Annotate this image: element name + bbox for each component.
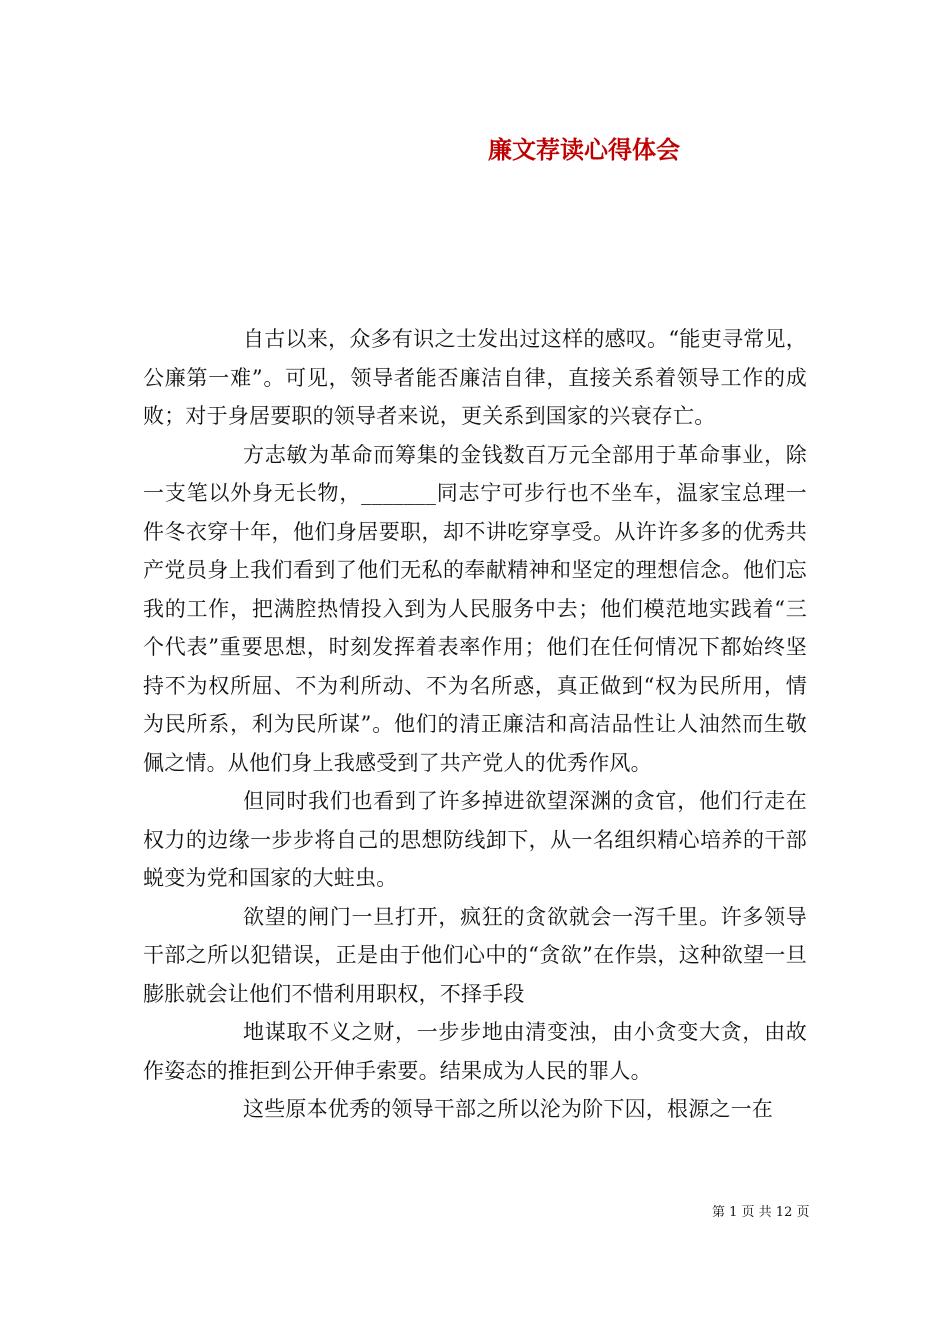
- paragraph-2: 方志敏为革命而筹集的金钱数百万元全部用于革命事业，除一支笔以外身无长物，_______同志宁可步行也不坐车，温家宝总理一件冬衣穿十年，他们身居要职，却不讲吃穿享受。从许许多多的优秀共产党员身上我们看到了他们无私的奉献精神和坚定的理想信念。他们忘我的工作，把满腔热情投入到为人民服务中去；他们模范地实践着“三个代表”重要思想，时刻发挥着表率作用；他们在任何情况下都始终坚持不为权所屈、不为利所动、不为名所惑，真正做到“权为民所用，情为民所系，利为民所谋”。他们的清正廉洁和高洁品性让人油然而生敬佩之情。从他们身上我感受到了共产党人的优秀作风。: [143, 442, 807, 775]
- page-number-footer: 第 1 页 共 12 页: [712, 1205, 810, 1220]
- paragraph-4: 欲望的闸门一旦打开，疯狂的贪欲就会一泻千里。许多领导干部之所以犯错误，正是由于他们心中的“贪欲”在作祟，这种欲望一旦膨胀就会让他们不惜利用职权，不择手段: [143, 904, 807, 1006]
- document-title: 廉文荐读心得体会: [488, 135, 680, 164]
- paragraph-5: 地谋取不义之财，一步步地由清变浊，由小贪变大贪，由故作姿态的推拒到公开伸手索要。结果成为人民的罪人。: [143, 1020, 807, 1083]
- paragraph-3: 但同时我们也看到了许多掉进欲望深渊的贪官，他们行走在权力的边缘一步步将自己的思想防线卸下，从一名组织精心培养的干部蜕变为党和国家的大蛀虫。: [143, 789, 807, 890]
- paragraph-1: 自古以来，众多有识之士发出过这样的感叹。“能吏寻常见，公廉第一难”。可见，领导者能否廉洁自律，直接关系着领导工作的成败；对于身居要职的领导者来说，更关系到国家的兴衰存亡。: [143, 327, 807, 428]
- document-body: [143, 320, 807, 1129]
- paragraph-6: 这些原本优秀的领导干部之所以沦为阶下囚，根源之一在: [243, 1097, 773, 1121]
